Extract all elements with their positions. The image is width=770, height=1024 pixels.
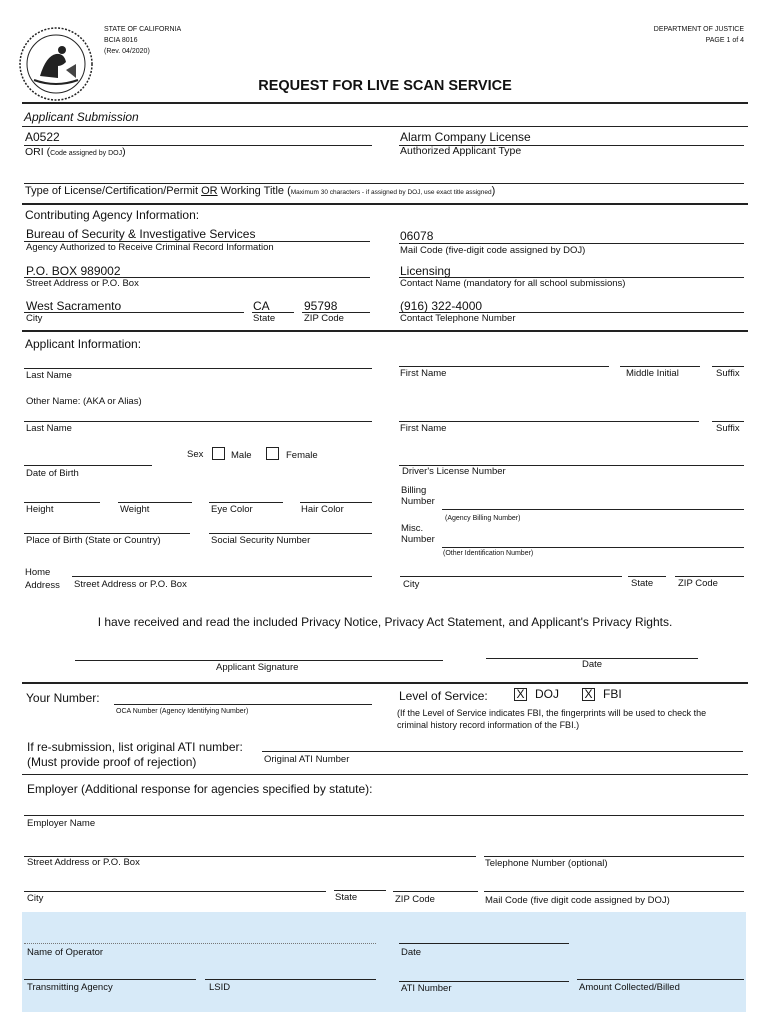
lsid-label: LSID [209, 982, 231, 993]
department-name: DEPARTMENT OF JUSTICE [653, 26, 744, 33]
ssn-label: Social Security Number [211, 535, 311, 546]
agency-city-value[interactable]: West Sacramento [26, 299, 122, 313]
drivers-license-label: Driver's License Number [402, 466, 506, 477]
female-label: Female [286, 450, 318, 461]
contributing-agency-heading: Contributing Agency Information: [25, 208, 200, 222]
employer-heading: Employer (Additional response for agencies specified by statute): [27, 782, 373, 796]
agency-zip-value[interactable]: 95798 [304, 299, 338, 313]
applicant-type-label: Authorized Applicant Type [400, 145, 522, 157]
male-checkbox[interactable] [212, 447, 225, 460]
suffix-label: Suffix [716, 368, 740, 379]
oca-label: OCA Number (Agency Identifying Number) [116, 708, 249, 715]
form-id: BCIA 8016 [104, 37, 138, 44]
agency-street-value[interactable]: P.O. BOX 989002 [26, 264, 121, 278]
home-city-label: City [403, 579, 420, 590]
first-name-label: First Name [400, 368, 447, 379]
signature-date-label: Date [582, 659, 603, 670]
page-title: REQUEST FOR LIVE SCAN SERVICE [258, 78, 512, 94]
applicant-type-value[interactable]: Alarm Company License [400, 130, 531, 144]
contact-name-label: Contact Name (mandatory for all school submissions) [400, 278, 626, 289]
eye-color-label: Eye Color [211, 504, 253, 515]
misc-number-label: Misc. Number [401, 523, 435, 545]
contact-phone-value[interactable]: (916) 322-4000 [400, 299, 483, 313]
billing-label: Billing Number [401, 485, 435, 507]
agency-zip-label: ZIP Code [304, 313, 344, 324]
form-revision: (Rev. 04/2020) [104, 48, 150, 55]
operator-name-label: Name of Operator [27, 947, 104, 958]
operator-section [22, 912, 746, 1012]
other-name-label: Other Name: (AKA or Alias) [26, 396, 142, 407]
employer-mail-code-label: Mail Code (five digit code assigned by DOJ) [485, 895, 670, 906]
last-name-label: Last Name [26, 370, 72, 381]
license-type-label: Type of License/Certification/Permit OR Working Title (Maximum 30 characters - if assigned by DOJ, use exact title assigned) [25, 185, 496, 197]
home-street-label: Street Address or P.O. Box [74, 579, 187, 590]
mail-code-value[interactable]: 06078 [400, 229, 434, 243]
fbi-label: FBI [603, 687, 622, 701]
home-zip-label: ZIP Code [678, 578, 718, 589]
hair-color-label: Hair Color [301, 504, 344, 515]
resubmission-label: If re-submission, list original ATI number: (Must provide proof of rejection) [27, 740, 243, 769]
operator-date-label: Date [401, 947, 422, 958]
ati-number-label: ATI Number [401, 983, 452, 994]
employer-phone-label: Telephone Number (optional) [485, 858, 608, 869]
aka-last-name-label: Last Name [26, 423, 72, 434]
dob-label: Date of Birth [26, 468, 79, 479]
mail-code-label: Mail Code (five-digit code assigned by DOJ) [400, 245, 586, 256]
agency-city-label: City [26, 313, 43, 324]
amount-collected-label: Amount Collected/Billed [579, 982, 680, 993]
home-state-label: State [631, 578, 654, 589]
middle-initial-label: Middle Initial [626, 368, 679, 379]
billing-note: (Agency Billing Number) [445, 515, 521, 522]
applicant-signature-label: Applicant Signature [216, 662, 299, 673]
agency-label: Agency Authorized to Receive Criminal Record Information [26, 242, 274, 253]
male-label: Male [231, 450, 252, 461]
page-number: PAGE 1 of 4 [705, 37, 744, 44]
agency-state-value[interactable]: CA [253, 299, 270, 313]
applicant-info-heading: Applicant Information: [25, 337, 142, 351]
privacy-statement: I have received and read the included Privacy Notice, Privacy Act Statement, and Applicant's Privacy Rights. [97, 615, 673, 629]
agency-street-label: Street Address or P.O. Box [26, 278, 139, 289]
agency-state-label: State [253, 313, 276, 324]
contact-name-value[interactable]: Licensing [400, 264, 451, 278]
fbi-checkbox[interactable]: X [582, 688, 595, 701]
aka-suffix-label: Suffix [716, 423, 740, 434]
ori-value[interactable]: A0522 [25, 130, 60, 144]
female-checkbox[interactable] [266, 447, 279, 460]
agency-value[interactable]: Bureau of Security & Investigative Services [26, 227, 256, 241]
employer-state-label: State [335, 892, 358, 903]
weight-label: Weight [120, 504, 150, 515]
applicant-submission-heading: Applicant Submission [24, 110, 139, 124]
employer-name-label: Employer Name [27, 818, 96, 829]
home-address-label: Home Address [25, 567, 60, 591]
doj-checkbox[interactable]: X [514, 688, 527, 701]
misc-note: (Other Identification Number) [443, 550, 534, 557]
employer-city-label: City [27, 893, 44, 904]
aka-first-name-label: First Name [400, 423, 447, 434]
height-label: Height [26, 504, 54, 515]
contact-phone-label: Contact Telephone Number [400, 313, 516, 324]
state-name: STATE OF CALIFORNIA [104, 26, 182, 33]
original-ati-label: Original ATI Number [264, 754, 350, 765]
fbi-note: (If the Level of Service indicates FBI, the fingerprints will be used to check the criminal history record information of the FBI.) [397, 708, 707, 730]
ori-label: ORI (Code assigned by DOJ) [25, 146, 126, 158]
employer-zip-label: ZIP Code [395, 894, 435, 905]
level-of-service-label: Level of Service: [399, 689, 488, 703]
your-number-label: Your Number: [26, 691, 100, 705]
place-of-birth-label: Place of Birth (State or Country) [26, 535, 161, 546]
doj-label: DOJ [535, 687, 559, 701]
transmitting-agency-label: Transmitting Agency [27, 982, 113, 993]
sex-label: Sex [187, 449, 204, 460]
employer-street-label: Street Address or P.O. Box [27, 857, 140, 868]
